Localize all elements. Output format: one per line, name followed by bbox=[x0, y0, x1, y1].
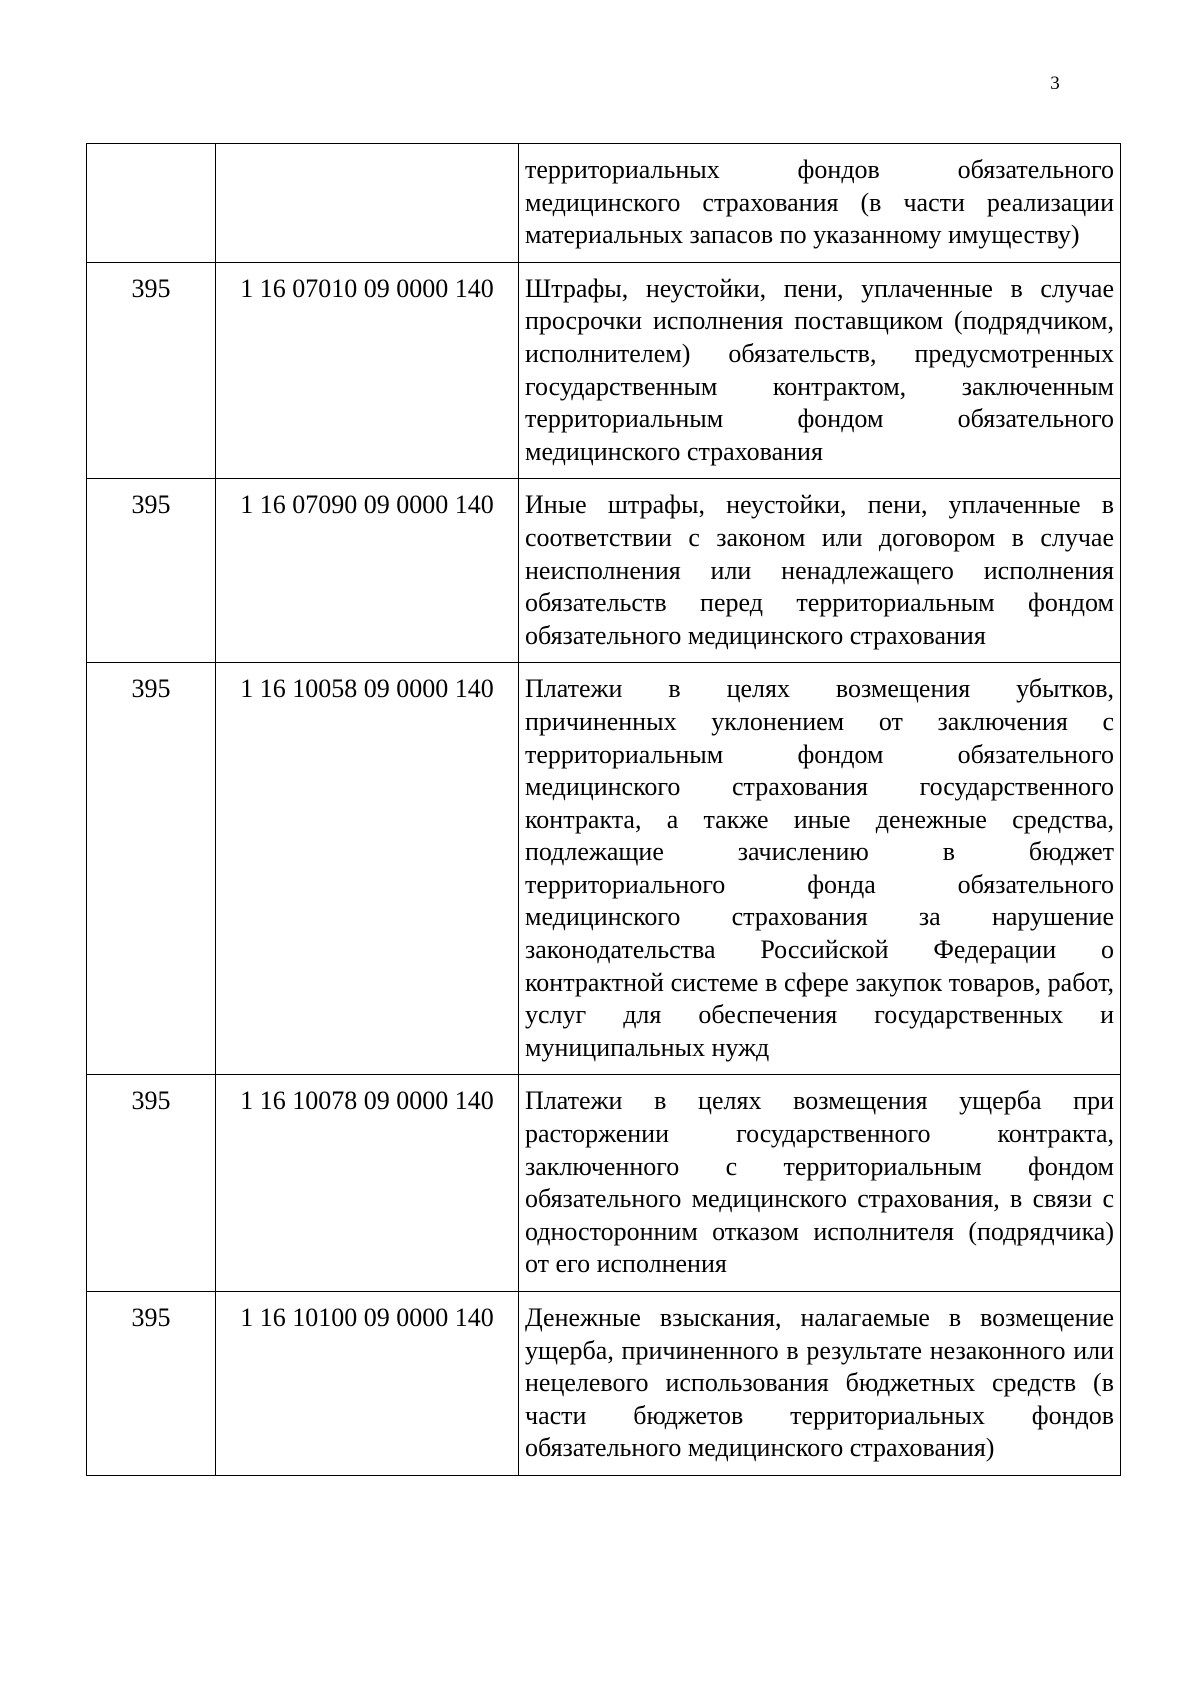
table-row bbox=[87, 479, 1121, 663]
revenue-name-cell: Иные штрафы, неустойки, пени, уплаченные в соответствии с законом или договором в случае неисполнения или ненадлежащего исполнения обязательств перед территориальным фондом обязательного медицинского страхования bbox=[519, 479, 1121, 663]
revenue-name-cell: территориальных фондов обязательного медицинского страхования (в части реализации материальных запасов по указанному имуществу) bbox=[519, 144, 1121, 263]
table-row bbox=[87, 262, 1121, 479]
revenue-name-cell: Штрафы, неустойки, пени, уплаченные в случае просрочки исполнения поставщиком (подрядчиком, исполнителем) обязательств, предусмотренных государственным контрактом, заключенным территориальным фондом обязательного медицинского страхования bbox=[519, 262, 1121, 479]
revenue-name-cell: Платежи в целях возмещения ущерба при расторжении государственного контракта, заключенного с территориальным фондом обязательного медицинского страхования, в связи с односторонним отказом исполнителя (подрядчика) от его исполнения bbox=[519, 1075, 1121, 1292]
admin-code-cell: 395 bbox=[87, 1292, 216, 1476]
kbk-code-cell bbox=[216, 144, 519, 263]
admin-code-cell: 395 bbox=[87, 663, 216, 1075]
admin-code-cell: 395 bbox=[87, 262, 216, 479]
kbk-code-cell: 1 16 10058 09 0000 140 bbox=[216, 663, 519, 1075]
table-row bbox=[87, 1075, 1121, 1292]
table-row bbox=[87, 1292, 1121, 1476]
revenue-codes-table bbox=[86, 143, 1121, 1476]
table-row bbox=[87, 144, 1121, 263]
admin-code-cell bbox=[87, 144, 216, 263]
page-number: 3 bbox=[1050, 73, 1060, 94]
kbk-code-cell: 1 16 07010 09 0000 140 bbox=[216, 262, 519, 479]
kbk-code-cell: 1 16 10078 09 0000 140 bbox=[216, 1075, 519, 1292]
admin-code-cell: 395 bbox=[87, 479, 216, 663]
kbk-code-cell: 1 16 10100 09 0000 140 bbox=[216, 1292, 519, 1476]
revenue-name-cell: Платежи в целях возмещения убытков, причиненных уклонением от заключения с территориальным фондом обязательного медицинского страхования государственного контракта, а также иные денежные средства, подлежащие зачислению в бюджет территориального фонда обязательного медицинского страхования за нарушение законодательства Российской Федерации о контрактной системе в сфере закупок товаров, работ, услуг для обеспечения государственных и муниципальных нужд bbox=[519, 663, 1121, 1075]
kbk-code-cell: 1 16 07090 09 0000 140 bbox=[216, 479, 519, 663]
table-row bbox=[87, 663, 1121, 1075]
revenue-name-cell: Денежные взыскания, налагаемые в возмещение ущерба, причиненного в результате незаконного или нецелевого использования бюджетных средств (в части бюджетов территориальных фондов обязательного медицинского страхования) bbox=[519, 1292, 1121, 1476]
admin-code-cell: 395 bbox=[87, 1075, 216, 1292]
